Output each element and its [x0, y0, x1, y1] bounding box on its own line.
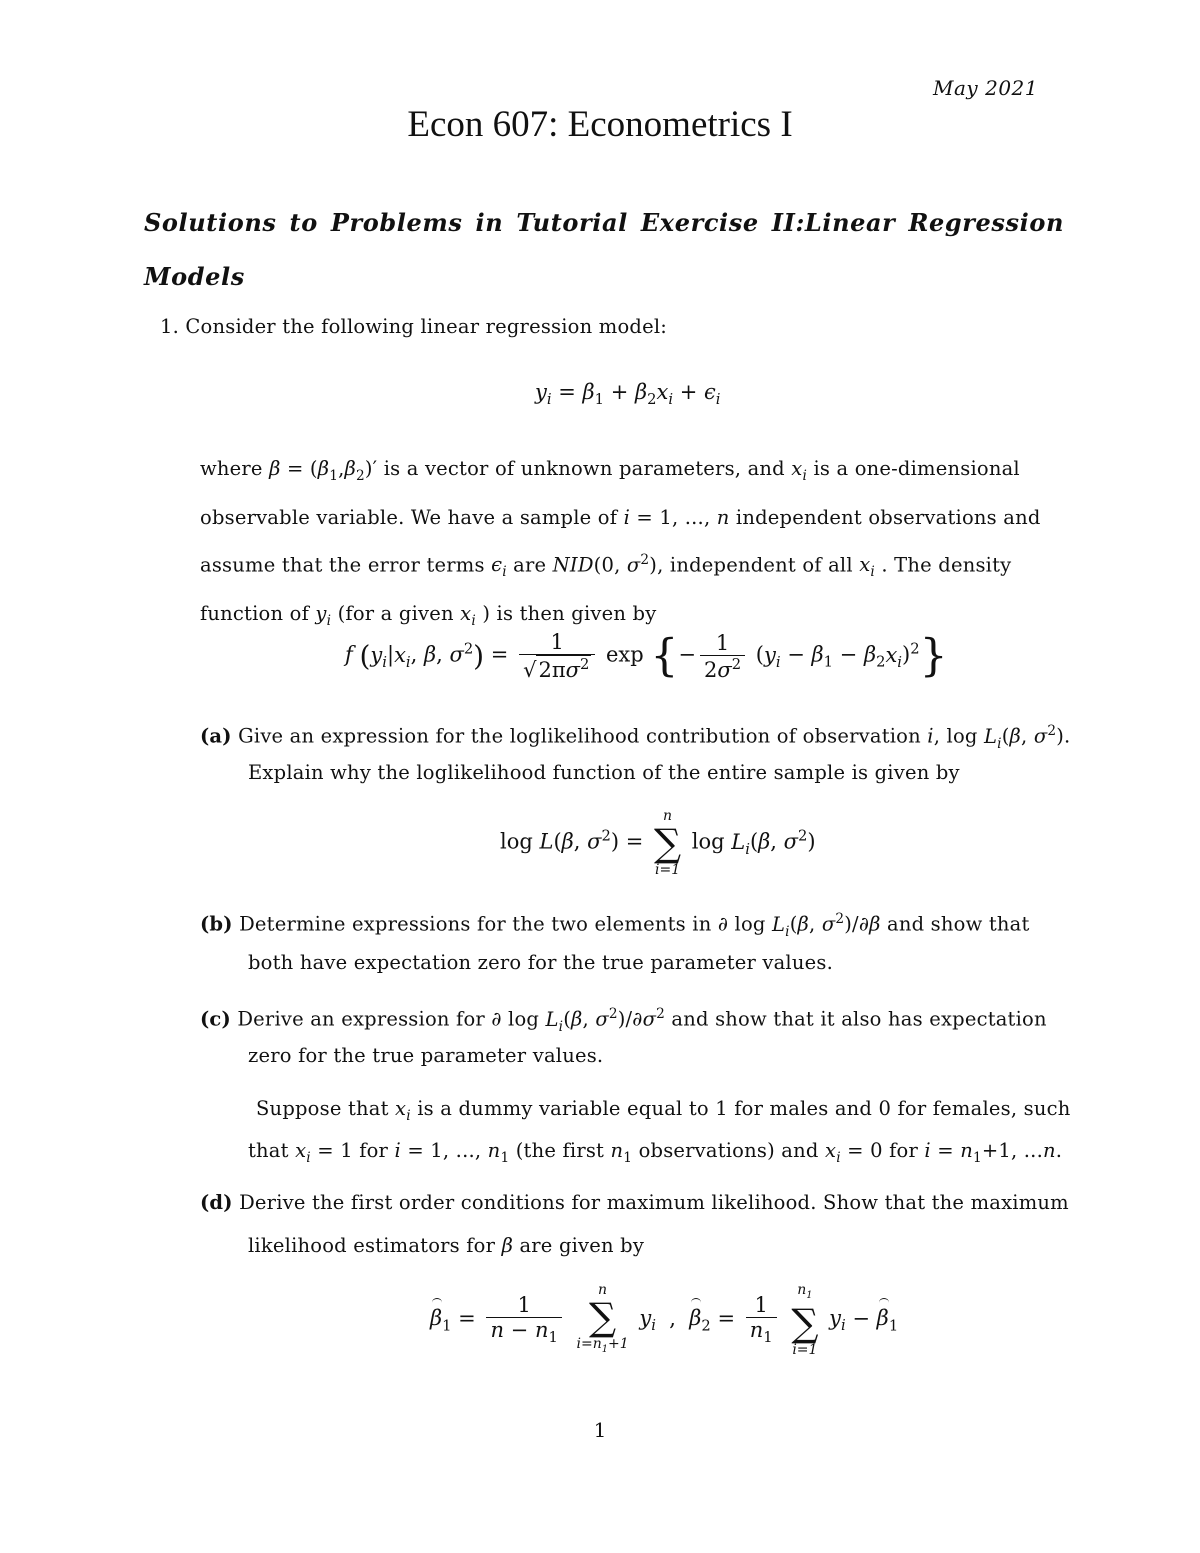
part-b-label: (b): [200, 912, 233, 936]
problem-intro: [160, 306, 667, 348]
part-d-label: (d): [200, 1191, 233, 1214]
description-line-1: where $\beta = (\beta_1,\beta_2)'$ is a vector of unknown parameters, and $x_i$ is a one-dimensional: [200, 457, 1020, 484]
part-a-explain: Explain why the loglikelihood function of the entire sample is given by: [248, 761, 960, 784]
problem-number: 1.: [160, 315, 180, 338]
document-title: Econ 607: Econometrics I: [407, 104, 793, 145]
model-description: [200, 448, 1060, 642]
dummy-line-1: Suppose that $x_i$ is a dummy variable equal to 1 for males and 0 for females, such: [256, 1097, 1071, 1124]
part-b: (b) Determine expressions for the two elements in ∂ $\log L_i(\beta$, $\sigma^2)/\partial\beta$ and show that: [200, 911, 1030, 940]
loglikelihood-equation: log L(β, $\sigma^2$) = n ∑ i=1 $\log L_i(\beta$, $\sigma^2$): [500, 808, 816, 878]
part-a: (a) Give an expression for the loglikelihood contribution of observation i, $\log L_i(\beta$, $\sigma^2$).: [200, 723, 1071, 752]
density-equation: f ($y_i|x_i$, β, $\sigma^2$) = $\frac{1}{√2\pi\sigma^2}$ exp {− $\frac{1}{2\sigma^2}$ $(y_i - \beta_1 - \beta_2x_i)^2$}: [345, 630, 948, 682]
problem-intro-text: Consider the following linear regression model:: [185, 315, 668, 338]
document-date: May 2021: [933, 76, 1038, 100]
model-equation: $y_i = \beta_1 + \beta_2x_i + \epsilon_i$: [535, 380, 721, 409]
page-number: 1: [593, 1418, 607, 1442]
part-b-continued: both have expectation zero for the true parameter values.: [248, 951, 833, 974]
part-c-continued: zero for the true parameter values.: [248, 1044, 604, 1067]
part-c: (c) Derive an expression for ∂ $\log L_i(\beta$, $\sigma^2)/\partial\sigma^2$ and show that it also has expectation: [200, 1006, 1047, 1035]
estimator-equation: $\beta_1$ = $\frac{1}{n - n_1}$ n ∑ $i=n_1+1$ $y_i$ , $\beta_2$ = $\frac{1}{n_1}$ $n_1$ ∑ i=1 $y_i - \beta_1$: [430, 1282, 899, 1358]
description-line-3: assume that the error terms $\epsilon_i$ are NID(0, $\sigma^2$), independent of all $x_i$ . The density: [200, 551, 1012, 581]
part-d-continued: likelihood estimators for β are given by: [248, 1234, 645, 1257]
dummy-line-2: that $x_i = 1$ for i = 1, ..., $n_1$ (the first $n_1$ observations) and $x_i = 0$ for $i = n_1+1$, ...n.: [248, 1139, 1063, 1166]
description-line-4: function of $y_i$ (for a given $x_i$ ) is then given by: [200, 602, 657, 630]
document-subtitle: Solutions to Problems in Tutorial Exercise II:Linear Regression Models: [144, 208, 1064, 291]
part-d: (d) Derive the first order conditions for maximum likelihood. Show that the maximum: [200, 1191, 1069, 1214]
part-c-label: (c): [200, 1007, 231, 1031]
part-a-label: (a): [200, 724, 232, 748]
part-a-text: Give an expression for the loglikelihood contribution of observation: [238, 724, 921, 748]
description-line-2: observable variable. We have a sample of i = 1, ..., n independent observations and: [200, 505, 1041, 529]
